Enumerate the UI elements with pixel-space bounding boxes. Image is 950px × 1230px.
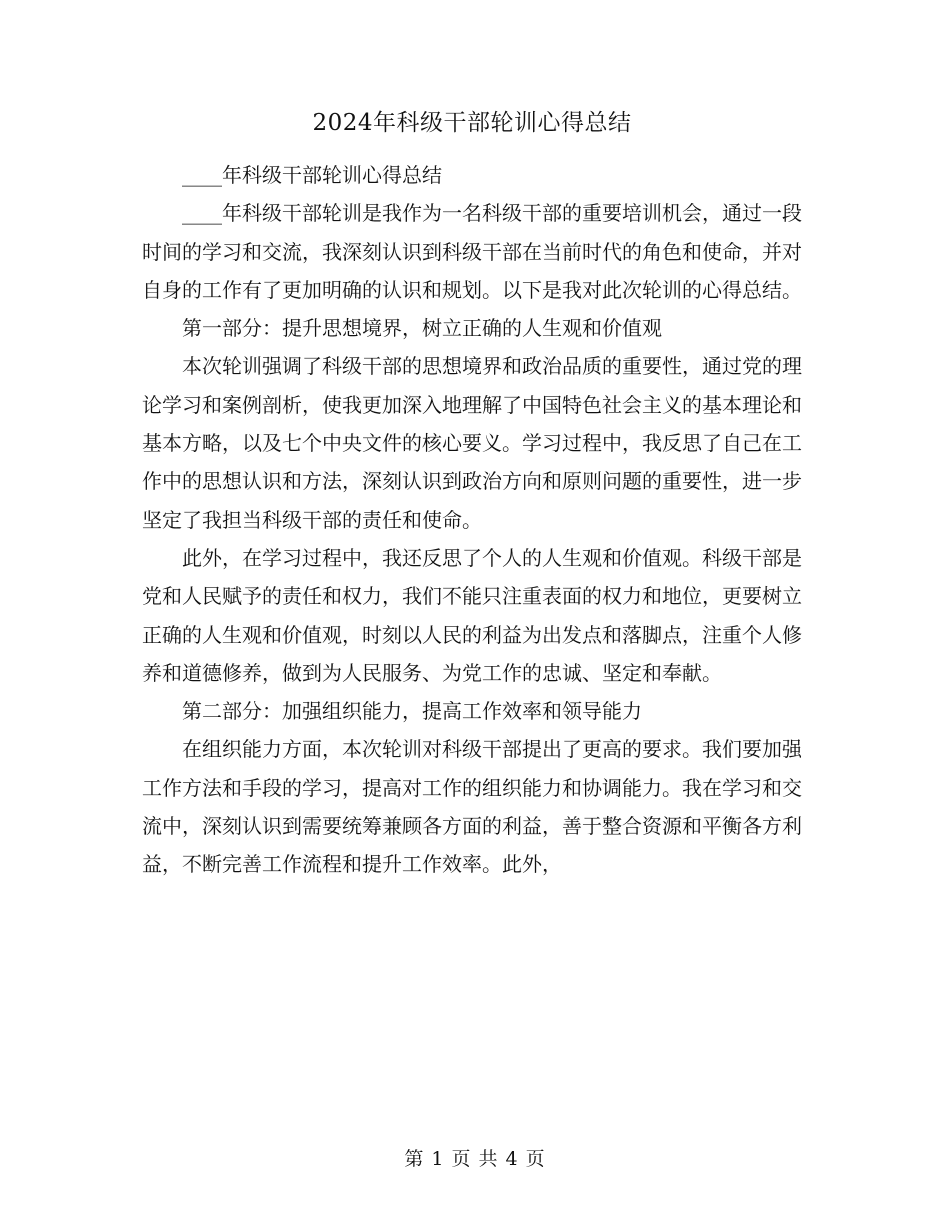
paragraph-section1-b: 此外，在学习过程中，我还反思了个人的人生观和价值观。科级干部是党和人民赋予的责任和权力，我们不能只注重表面的权力和地位，更要树立正确的人生观和价值观，时刻以人民的利益为出发点和落脚点，注重个人修养和道德修养，做到为人民服务、为党工作的忠诚、坚定和奉献。 [142,545,802,685]
document-title: 2024年科级干部轮训心得总结 [312,110,632,136]
section-heading-1: 第一部分：提升思想境界，树立正确的人生观和价值观 [182,316,662,341]
page-number-footer: 第 1 页 共 4 页 [404,1148,546,1170]
paragraph-section1-a: 本次轮训强调了科级干部的思想境界和政治品质的重要性，通过党的理论学习和案例剖析，使我更加深入地理解了中国特色社会主义的基本理论和基本方略，以及七个中央文件的核心要义。学习过程中，我反思了自己在工作中的思想认识和方法，深刻认识到政治方向和原则问题的重要性，进一步坚定了我担当科级干部的责任和使命。 [142,354,802,532]
paragraph-intro: ____年科级干部轮训是我作为一名科级干部的重要培训机会，通过一段时间的学习和交流，我深刻认识到科级干部在当前时代的角色和使命，并对自身的工作有了更加明确的认识和规划。以下是我对此次轮训的心得总结。 [142,201,802,302]
section-heading-2: 第二部分：加强组织能力，提高工作效率和领导能力 [182,699,642,724]
document-body [142,100,802,884]
paragraph-subtitle: ____年科级干部轮训心得总结 [182,163,442,187]
paragraph-section2-a: 在组织能力方面，本次轮训对科级干部提出了更高的要求。我们要加强工作方法和手段的学习，提高对工作的组织能力和协调能力。我在学习和交流中，深刻认识到需要统筹兼顾各方面的利益，善于整合资源和平衡各方利益，不断完善工作流程和提升工作效率。此外， [142,737,802,877]
